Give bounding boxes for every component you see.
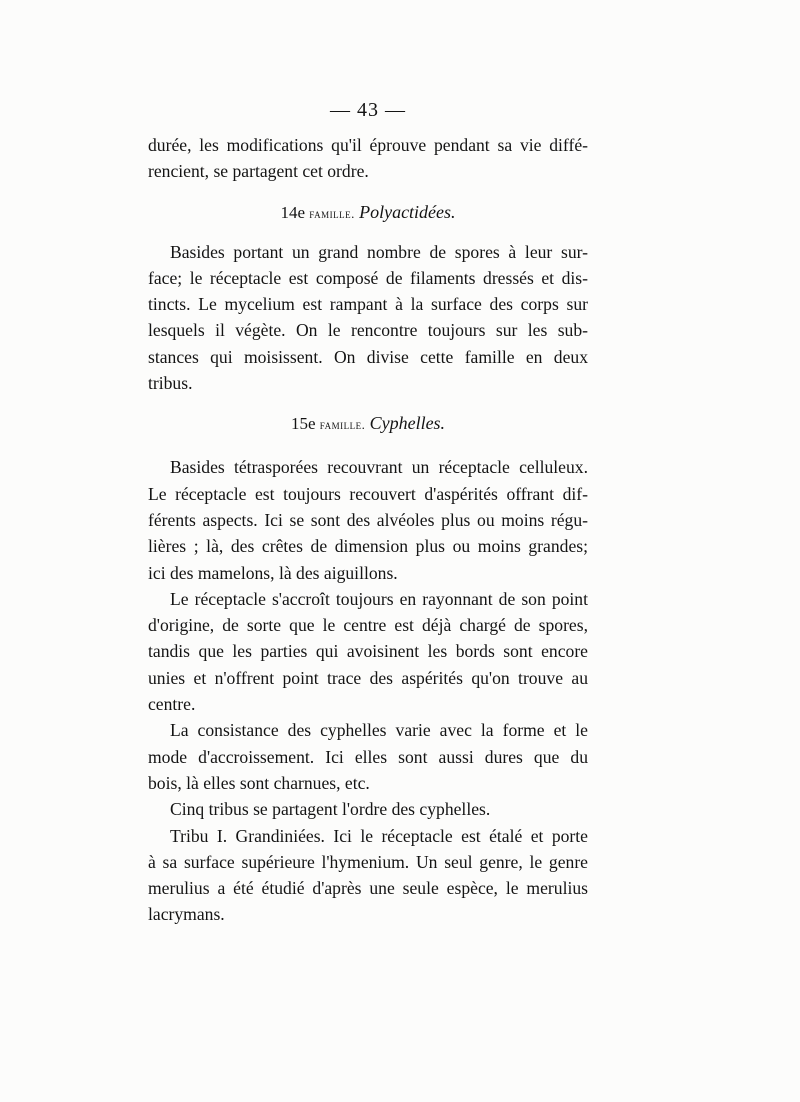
family-15-heading [148,410,588,436]
family-label: famille. [319,417,366,433]
intro-paragraph [148,132,588,185]
text-line: d'origine, de sorte que le centre est déjà chargé de spores, [148,615,588,636]
family-name: Cyphelles. [369,413,446,434]
page-number: — 43 — [330,99,406,121]
text-line: Le réceptacle est toujours recouvert d'aspérités offrant dif- [148,483,588,504]
text-line: unies et n'offrent point trace des aspérités qu'on trouve au [148,667,588,688]
text-line: rencient, se partagent cet ordre. [148,161,369,182]
text-line: Basides tétrasporées recouvrant un réceptacle celluleux. [170,457,588,478]
text-line: lacrymans. [148,904,225,925]
text-line: ici des mamelons, là des aiguillons. [148,562,398,583]
family-number: 14e [280,202,305,222]
text-line: centre. [148,694,196,715]
text-line: Cinq tribus se partagent l'ordre des cyphelles. [170,799,491,820]
text-line: merulius a été étudié d'après une seule espèce, le merulius [148,878,588,899]
family-14-heading [148,199,588,225]
tribus-paragraph [148,796,588,822]
text-line: lesquels il végète. On le rencontre toujours sur les sub- [148,320,588,341]
cyphelles-paragraph [148,454,588,585]
family-label: famille. [309,205,355,221]
text-line: férents aspects. Ici se sont des alvéoles plus ou moins régu- [148,509,588,530]
text-line: stances qui moisissent. On divise cette famille en deux [148,346,588,367]
text-line: mode d'accroissement. Ici elles sont aussi dures que du [148,746,588,767]
tribu-i-paragraph [148,823,588,928]
receptacle-paragraph [148,586,588,717]
text-line: Le réceptacle s'accroît toujours en rayonnant de son point [170,588,588,609]
consistance-paragraph [148,717,588,796]
family-name: Polyactidées. [359,201,456,222]
text-line: face; le réceptacle est composé de filaments dressés et dis- [148,267,588,288]
text-line: lières ; là, des crêtes de dimension plus ou moins grandes; [148,536,588,557]
text-line: durée, les modifications qu'il éprouve pendant sa vie diffé- [148,135,588,155]
polyactidees-paragraph [148,239,588,397]
text-line: tandis que les parties qui avoisinent les bords sont encore [148,641,588,662]
text-line: tincts. Le mycelium est rampant à la surface des corps sur [148,294,588,315]
text-line: bois, là elles sont charnues, etc. [148,772,370,793]
text-line: Basides portant un grand nombre de spores à leur sur- [170,241,588,262]
family-number: 15e [290,414,316,434]
text-line: tribus. [148,373,193,394]
page-content [148,98,588,928]
text-line: La consistance des cyphelles varie avec la forme et le [170,720,588,741]
text-line: à sa surface supérieure l'hymenium. Un seul genre, le genre [148,851,588,872]
text-line: Tribu I. Grandiniées. Ici le réceptacle est étalé et porte [170,825,588,846]
